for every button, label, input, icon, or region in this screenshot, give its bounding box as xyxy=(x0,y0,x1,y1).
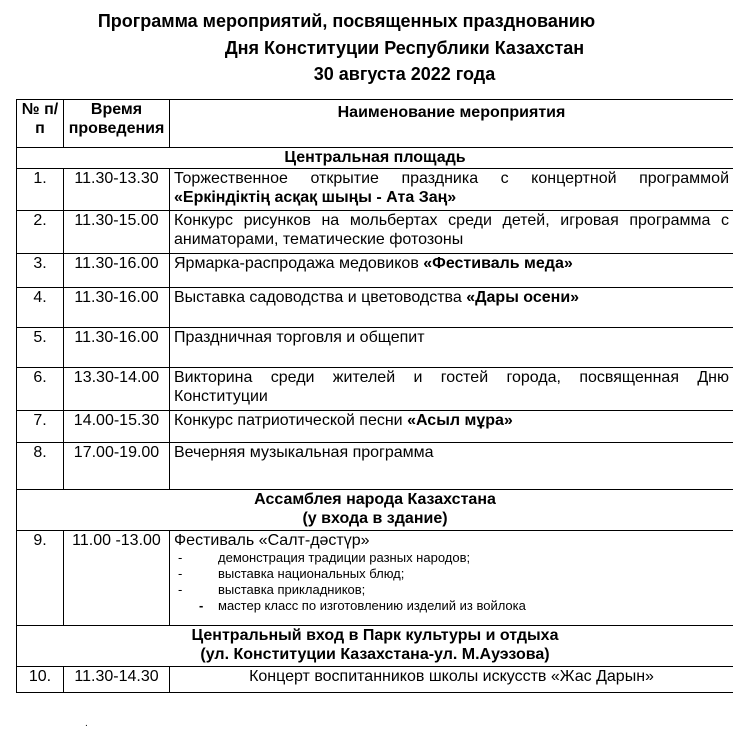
row-text-plain: Конкурс патриотической песни xyxy=(174,412,408,429)
row-num: 6. xyxy=(17,368,64,411)
table-header-row xyxy=(17,100,733,148)
row-time: 14.00-15.30 xyxy=(64,411,170,443)
event-sublist xyxy=(174,550,729,614)
row-text-bold: «Фестиваль меда» xyxy=(423,255,573,272)
row-time: 11.30-16.00 xyxy=(64,254,170,288)
table-row xyxy=(17,531,733,626)
row-text: Конкурс рисунков на мольбертах среди детей, игровая программа с аниматорами, тематические фотозоны xyxy=(170,211,733,254)
table-row xyxy=(17,288,733,328)
row-time: 11.30-16.00 xyxy=(64,288,170,328)
section-title: Центральная площадь xyxy=(17,148,733,169)
section-title-line-2: (у входа в здание) xyxy=(302,510,448,527)
section-row xyxy=(17,626,733,667)
table-row xyxy=(17,254,733,288)
row-text-bold: «Дары осени» xyxy=(466,289,580,306)
row-time: 11.00 -13.00 xyxy=(64,531,170,626)
header-time: Время проведения xyxy=(64,100,170,148)
row-text-plain: Выставка садоводства и цветоводства xyxy=(174,289,467,306)
row-text: Викторина среди жителей и гостей города, посвященная Дню Конституции xyxy=(170,368,733,411)
section-row xyxy=(17,148,733,169)
header-num: № п/п xyxy=(17,100,64,148)
row-num: 3. xyxy=(17,254,64,288)
row-text-bold: «Асыл мұра» xyxy=(407,412,513,429)
row-text xyxy=(170,411,733,443)
row-text-bold: «Еркіндіктің асқақ шыңы - Ата Заң» xyxy=(174,189,457,206)
table-row xyxy=(17,411,733,443)
row-num: 9. xyxy=(17,531,64,626)
title-line-2: Дня Конституции Республики Казахстан xyxy=(224,38,585,58)
row-text-plain: Ярмарка-распродажа медовиков xyxy=(174,255,424,272)
row-text xyxy=(170,254,733,288)
header-name: Наименование мероприятия xyxy=(170,100,733,148)
row-num: 4. xyxy=(17,288,64,328)
section-row xyxy=(17,490,733,531)
row-text-plain: Фестиваль «Салт-дәстүр» xyxy=(174,532,370,549)
section-title-line-1: Ассамблея народа Казахстана xyxy=(254,491,496,508)
table-row xyxy=(17,667,733,693)
row-time: 11.30-16.00 xyxy=(64,328,170,368)
list-item: - выставка национальных блюд; xyxy=(174,566,729,582)
row-text xyxy=(170,169,733,211)
row-num: 2. xyxy=(17,211,64,254)
row-num: 10. xyxy=(17,667,64,693)
row-time: 11.30-15.00 xyxy=(64,211,170,254)
title-line-1: Программа мероприятий, посвященных празднованию xyxy=(97,11,596,31)
list-item: - выставка прикладников; xyxy=(174,582,729,598)
row-num: 8. xyxy=(17,443,64,490)
row-text xyxy=(170,531,733,626)
table-row xyxy=(17,328,733,368)
section-title-line-1: Центральный вход в Парк культуры и отдыха xyxy=(191,627,559,644)
row-text: Вечерняя музыкальная программа xyxy=(170,443,733,490)
section-title xyxy=(17,626,733,667)
row-time: 11.30-13.30 xyxy=(64,169,170,211)
table-row xyxy=(17,169,733,211)
row-text xyxy=(170,288,733,328)
row-time: 11.30-14.30 xyxy=(64,667,170,693)
title-line-3: 30 августа 2022 года xyxy=(313,64,496,84)
row-text: Праздничная торговля и общепит xyxy=(170,328,733,368)
table-row xyxy=(17,443,733,490)
table-row xyxy=(17,368,733,411)
row-text: Концерт воспитанников школы искусств «Жас Дарын» xyxy=(170,667,733,693)
section-title xyxy=(17,490,733,531)
table-row xyxy=(17,211,733,254)
list-item: - мастер класс по изготовлению изделий из войлока xyxy=(174,598,729,614)
row-num: 1. xyxy=(17,169,64,211)
row-num: 5. xyxy=(17,328,64,368)
trailing-mark: . xyxy=(85,718,88,729)
row-time: 13.30-14.00 xyxy=(64,368,170,411)
section-title-line-2: (ул. Конституции Казахстана-ул. М.Ауэзова) xyxy=(200,646,550,663)
row-num: 7. xyxy=(17,411,64,443)
program-table xyxy=(16,99,733,693)
list-item: - демонстрация традиции разных народов; xyxy=(174,550,729,566)
row-text-plain: Торжественное открытие праздника с концертной программой xyxy=(174,170,729,187)
row-time: 17.00-19.00 xyxy=(64,443,170,490)
